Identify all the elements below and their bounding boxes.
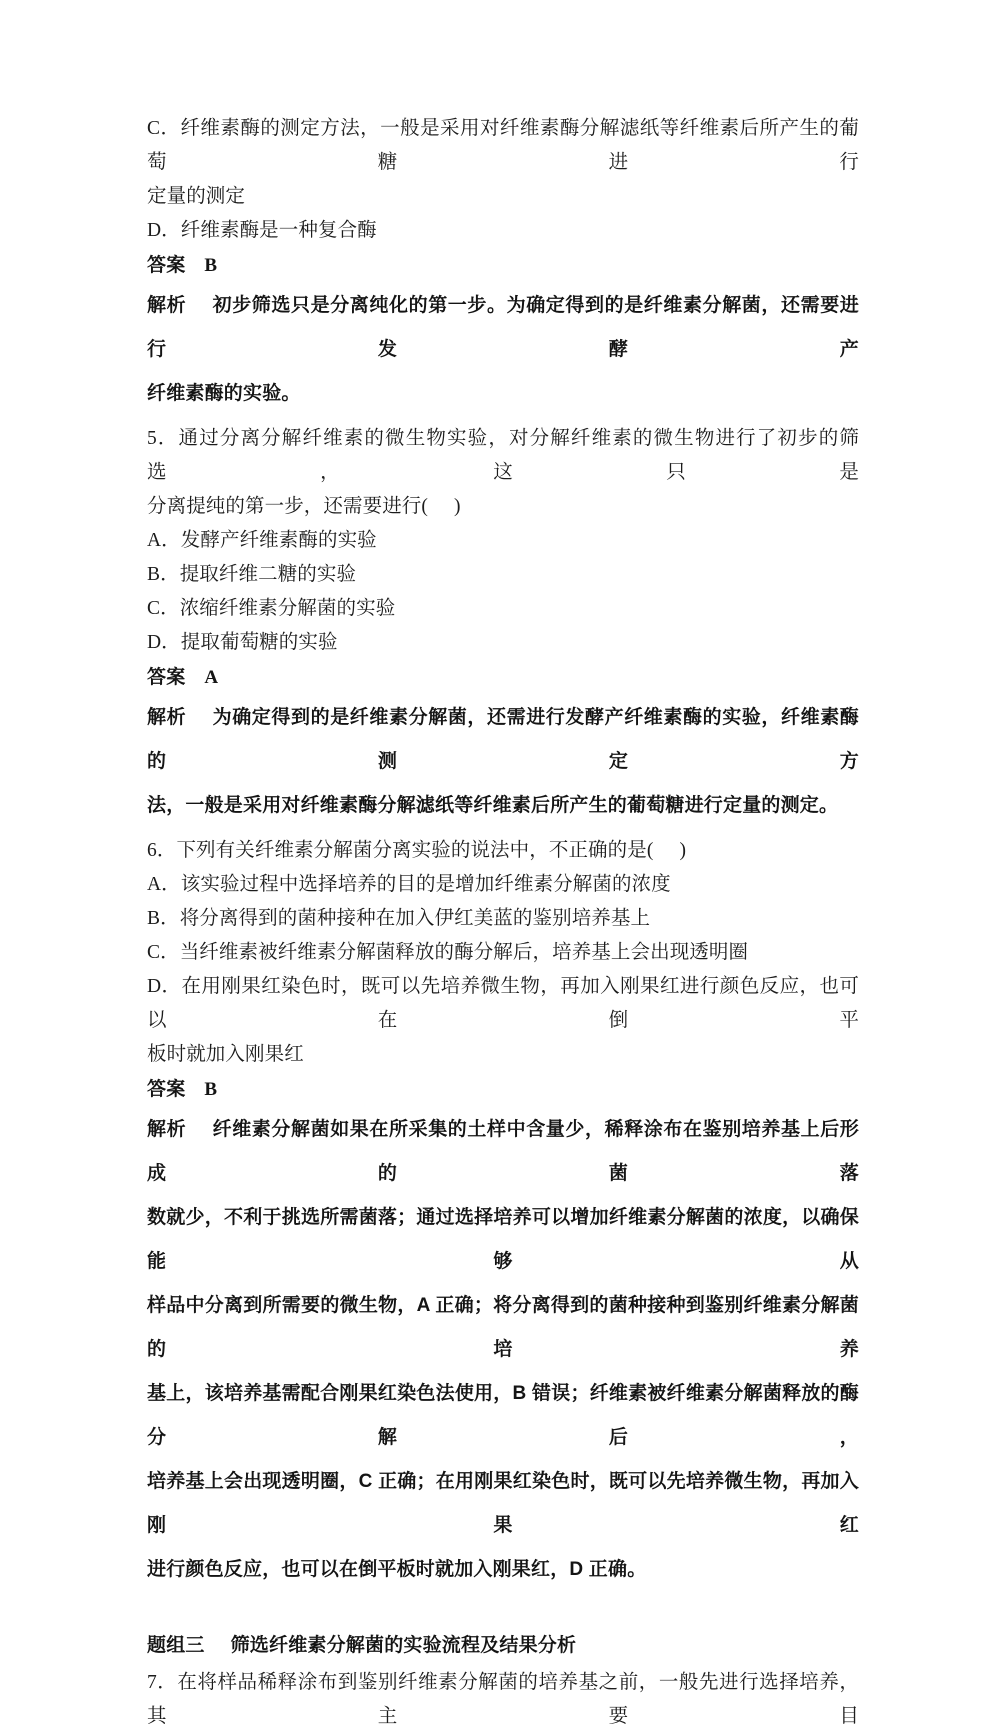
q5-answer-row <box>147 660 859 696</box>
section-heading <box>147 1626 859 1666</box>
spacer <box>147 1592 859 1626</box>
q6-option-d-line2: 板时就加入刚果红 <box>147 1044 304 1065</box>
q6-option-c: C．当纤维素被纤维素分解菌释放的酶分解后，培养基上会出现透明圈 <box>147 942 749 963</box>
q5-answer-value: A <box>204 667 219 688</box>
q6-option-a: A．该实验过程中选择培养的目的是增加纤维素分解菌的浓度 <box>147 874 671 895</box>
q4-option-c-line1: C．纤维素酶的测定方法，一般是采用对纤维素酶分解滤纸等纤维素后所产生的葡萄糖进行 <box>147 118 859 173</box>
q5-option-a: A．发酵产纤维素酶的实验 <box>147 530 377 551</box>
q6-stem-text: 6．下列有关纤维素分解菌分离实验的说法中，不正确的是( <box>147 840 654 861</box>
q6-analysis-line5: 培养基上会出现透明圈，C 正确；在用刚果红染色时，既可以先培养微生物，再加入刚果红 <box>147 1471 859 1536</box>
q6-answer-row <box>147 1072 859 1108</box>
q5-analysis-line2: 法，一般是采用对纤维素酶分解滤纸等纤维素后所产生的葡萄糖进行定量的测定。 <box>147 795 839 816</box>
q5-analysis-line1 <box>147 696 859 784</box>
section-heading-label: 题组三 <box>147 1635 205 1656</box>
q6-analysis-line2: 数就少，不利于挑选所需菌落；通过选择培养可以增加纤维素分解菌的浓度，以确保能够从 <box>147 1207 859 1272</box>
q5-stem-paren-close: ) <box>454 496 461 517</box>
section-heading-text: 筛选纤维素分解菌的实验流程及结果分析 <box>230 1635 577 1656</box>
q6-stem-paren-close: ) <box>679 840 687 861</box>
q6-answer-label: 答案 <box>147 1079 186 1100</box>
q5-stem-line2 <box>147 490 859 524</box>
q4-answer-label: 答案 <box>147 255 186 276</box>
q5-analysis-label: 解析 <box>147 707 187 728</box>
q4-analysis-text1: 初步筛选只是分离纯化的第一步。为确定得到的是纤维素分解菌，还需要进行发酵产 <box>147 295 859 360</box>
q6-analysis-line6: 进行颜色反应，也可以在倒平板时就加入刚果红，D 正确。 <box>147 1559 647 1580</box>
q4-analysis-line2: 纤维素酶的实验。 <box>147 383 301 404</box>
q6-analysis-line1 <box>147 1108 859 1196</box>
q6-analysis-line4: 基上，该培养基需配合刚果红染色法使用，B 错误；纤维素被纤维素分解菌释放的酶分解后， <box>147 1383 859 1448</box>
q5-stem-text2: 分离提纯的第一步，还需要进行( <box>147 496 428 517</box>
q5-analysis-text1: 为确定得到的是纤维素分解菌，还需进行发酵产纤维素酶的实验，纤维素酶的测定方 <box>147 707 859 772</box>
q6-option-d-line1: D．在用刚果红染色时，既可以先培养微生物，再加入刚果红进行颜色反应，也可以在倒平 <box>147 976 859 1031</box>
q4-answer-row <box>147 248 859 284</box>
q6-analysis-text1: 纤维素分解菌如果在所采集的土样中含量少，稀释涂布在鉴别培养基上后形成的菌落 <box>147 1119 859 1184</box>
q5-option-d: D．提取葡萄糖的实验 <box>147 632 338 653</box>
q4-option-c-line2: 定量的测定 <box>147 186 246 207</box>
q7-stem-line1: 7．在将样品稀释涂布到鉴别纤维素分解菌的培养基之前，一般先进行选择培养，其主要目 <box>147 1672 859 1727</box>
q5-stem-line1: 5．通过分离分解纤维素的微生物实验，对分解纤维素的微生物进行了初步的筛选，这只是 <box>147 428 859 483</box>
page-content <box>147 112 859 1734</box>
q6-analysis-line3: 样品中分离到所需要的微生物，A 正确；将分离得到的菌种接种到鉴别纤维素分解菌的培养 <box>147 1295 859 1360</box>
q5-option-b: B．提取纤维二糖的实验 <box>147 564 357 585</box>
q4-analysis-label: 解析 <box>147 295 187 316</box>
q4-answer-value: B <box>204 255 218 276</box>
q6-option-b: B．将分离得到的菌种接种在加入伊红美蓝的鉴别培养基上 <box>147 908 651 929</box>
q6-stem <box>147 834 859 868</box>
q5-answer-label: 答案 <box>147 667 186 688</box>
q4-option-d: D．纤维素酶是一种复合酶 <box>147 220 377 241</box>
q4-analysis-line1 <box>147 284 859 372</box>
q6-answer-value: B <box>204 1079 218 1100</box>
q6-analysis-label: 解析 <box>147 1119 187 1140</box>
q5-option-c: C．浓缩纤维素分解菌的实验 <box>147 598 396 619</box>
